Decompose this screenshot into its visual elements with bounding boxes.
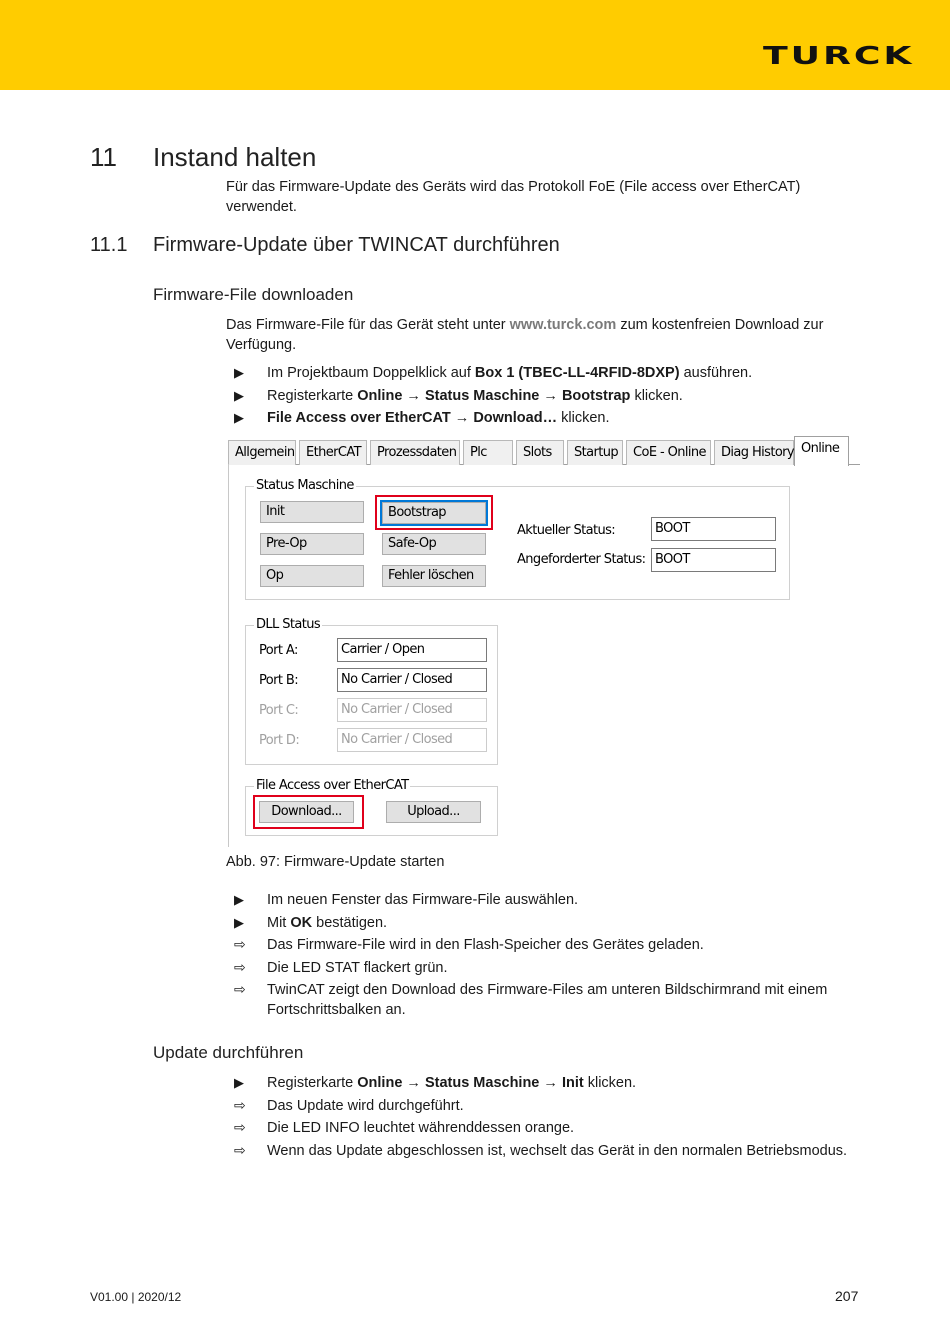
upload-button[interactable]: Upload... (386, 801, 481, 823)
tab-diag-history[interactable]: Diag History (714, 440, 794, 465)
port-a-field: Carrier / Open (337, 638, 487, 662)
step-text: Mit (267, 914, 291, 931)
safe-op-button[interactable]: Safe-Op (382, 533, 486, 555)
foe-title: File Access over EtherCAT (256, 778, 409, 793)
current-status-label: Aktueller Status: (517, 523, 616, 538)
status-machine-title: Status Maschine (256, 478, 354, 493)
step-text: Im Projektbaum Doppelklick auf (267, 365, 475, 381)
bootstrap-button[interactable]: Bootstrap (382, 502, 486, 524)
op-button[interactable]: Op (260, 565, 364, 587)
page-number: 207 (835, 1288, 859, 1304)
requested-status-field: BOOT (651, 548, 776, 572)
tab-allgemein[interactable]: Allgemein (228, 440, 296, 465)
port-c-label: Port C: (259, 703, 299, 718)
tab-prozessdaten[interactable]: Prozessdaten (370, 440, 460, 465)
step-text: ausführen. (679, 365, 753, 381)
list-item (226, 980, 876, 1020)
port-a-label: Port A: (259, 643, 298, 658)
step-text: klicken. (583, 1075, 637, 1091)
footer-version: V01.00 | 2020/12 (90, 1290, 182, 1304)
result-marker-icon: ⇨ (234, 958, 246, 975)
result-marker-icon: ⇨ (234, 981, 246, 997)
subsection-title-download: Firmware-File downloaden (153, 285, 354, 304)
arrow-icon: → (543, 387, 558, 404)
step-bold: Status Maschine (424, 1075, 540, 1091)
arrow-icon: → (543, 1075, 558, 1091)
update-steps (226, 1073, 876, 1163)
arrow-icon: → (406, 387, 421, 404)
step-bold: Init (561, 1075, 584, 1091)
action-marker-icon: ▶ (234, 1075, 244, 1090)
turck-link[interactable]: www.turck.com (509, 317, 617, 333)
intro-text-end: zum kostenfreien Download zur Verfügung. (226, 317, 824, 353)
list-item (226, 958, 876, 978)
action-marker-icon: ▶ (234, 365, 244, 380)
list-item (226, 1118, 876, 1138)
download-steps (226, 363, 876, 431)
action-marker-icon: ▶ (234, 410, 244, 425)
section-title: Firmware-Update über TWINCAT durchführen (153, 234, 560, 256)
fehler-loeschen-button[interactable]: Fehler löschen (382, 565, 486, 587)
result-text: Wenn das Update abgeschlossen ist, wechselt das Gerät in den normalen Betriebsmodus. (267, 1142, 848, 1159)
current-status-field: BOOT (651, 517, 776, 541)
tab-ethercat[interactable]: EtherCAT (299, 440, 367, 465)
tab-online[interactable]: Online (794, 436, 849, 466)
list-item (226, 890, 876, 910)
dll-status-title: DLL Status (256, 617, 321, 632)
tab-plc[interactable]: Plc (463, 440, 513, 465)
step-bold: Online (357, 387, 403, 404)
list-item (226, 386, 876, 406)
port-d-field: No Carrier / Closed (337, 728, 487, 752)
step-bold: Status Maschine (424, 387, 540, 404)
bootstrap-highlight (375, 495, 493, 530)
step-text: Im neuen Fenster das Firmware-File auswählen. (267, 892, 579, 908)
chapter-number: 11 (90, 142, 117, 172)
result-text: Das Firmware-File wird in den Flash-Speicher des Gerätes geladen. (267, 937, 704, 953)
result-text: Die LED INFO leuchtet währenddessen orange. (267, 1120, 575, 1136)
section-number: 11.1 (90, 234, 128, 256)
list-item (226, 1073, 876, 1093)
after-download-steps (226, 890, 876, 1023)
result-text: Das Update wird durchgeführt. (267, 1097, 464, 1114)
chapter-heading (90, 142, 316, 173)
step-bold: Bootstrap (561, 387, 631, 404)
step-bold: Box 1 (TBEC-LL-4RFID-8DXP) (474, 365, 680, 381)
result-marker-icon: ⇨ (234, 1096, 246, 1113)
result-marker-icon: ⇨ (234, 936, 246, 952)
chapter-intro: Für das Firmware-Update des Geräts wird das Protokoll FoE (File access over EtherCAT) verwendet. (226, 179, 801, 215)
twincat-online-screenshot (228, 435, 860, 847)
arrow-icon: → (406, 1075, 421, 1091)
step-bold: Download… (473, 410, 558, 426)
result-text: Die LED STAT flackert grün. (267, 959, 448, 976)
subsection-title-update: Update durchführen (153, 1043, 304, 1062)
section-heading (90, 234, 560, 257)
step-bold: OK (290, 914, 313, 931)
port-b-field: No Carrier / Closed (337, 668, 487, 692)
action-marker-icon: ▶ (234, 387, 244, 403)
result-marker-icon: ⇨ (234, 1141, 246, 1158)
figure-caption: Abb. 97: Firmware-Update starten (226, 854, 445, 870)
step-text: klicken. (630, 387, 683, 404)
result-text: TwinCAT zeigt den Download des Firmware-Files am unteren Bildschirmrand mit einem Fortschrittsbalken an. (267, 982, 828, 1018)
step-bold: File Access over EtherCAT (267, 410, 451, 426)
port-b-label: Port B: (259, 673, 299, 688)
pre-op-button[interactable]: Pre-Op (260, 533, 364, 555)
arrow-icon: → (454, 410, 470, 426)
tab-slots[interactable]: Slots (516, 440, 564, 465)
intro-text: Das Firmware-File für das Gerät steht unter (226, 317, 510, 333)
action-marker-icon: ▶ (234, 892, 244, 907)
list-item (226, 1141, 876, 1161)
step-text: Registerkarte (267, 1075, 358, 1091)
requested-status-label: Angeforderter Status: (517, 552, 646, 567)
list-item (226, 363, 876, 383)
download-button[interactable]: Download... (259, 801, 354, 823)
step-text: bestätigen. (312, 914, 388, 931)
list-item (226, 935, 876, 955)
tab-startup[interactable]: Startup (567, 440, 623, 465)
turck-logo: TURCK (762, 41, 914, 70)
result-marker-icon: ⇨ (234, 1119, 246, 1135)
chapter-title: Instand halten (153, 142, 317, 172)
list-item (226, 913, 876, 933)
download-intro (226, 315, 866, 355)
list-item (226, 1096, 876, 1116)
list-item (226, 408, 876, 428)
port-c-field: No Carrier / Closed (337, 698, 487, 722)
download-highlight (253, 795, 364, 829)
port-d-label: Port D: (259, 733, 300, 748)
init-button[interactable]: Init (260, 501, 364, 523)
step-bold: Online (357, 1075, 403, 1091)
tab-coe-online[interactable]: CoE - Online (626, 440, 711, 465)
tab-bar (228, 435, 860, 465)
step-text: klicken. (557, 410, 610, 426)
action-marker-icon: ▶ (234, 914, 244, 930)
step-text: Registerkarte (267, 387, 358, 404)
